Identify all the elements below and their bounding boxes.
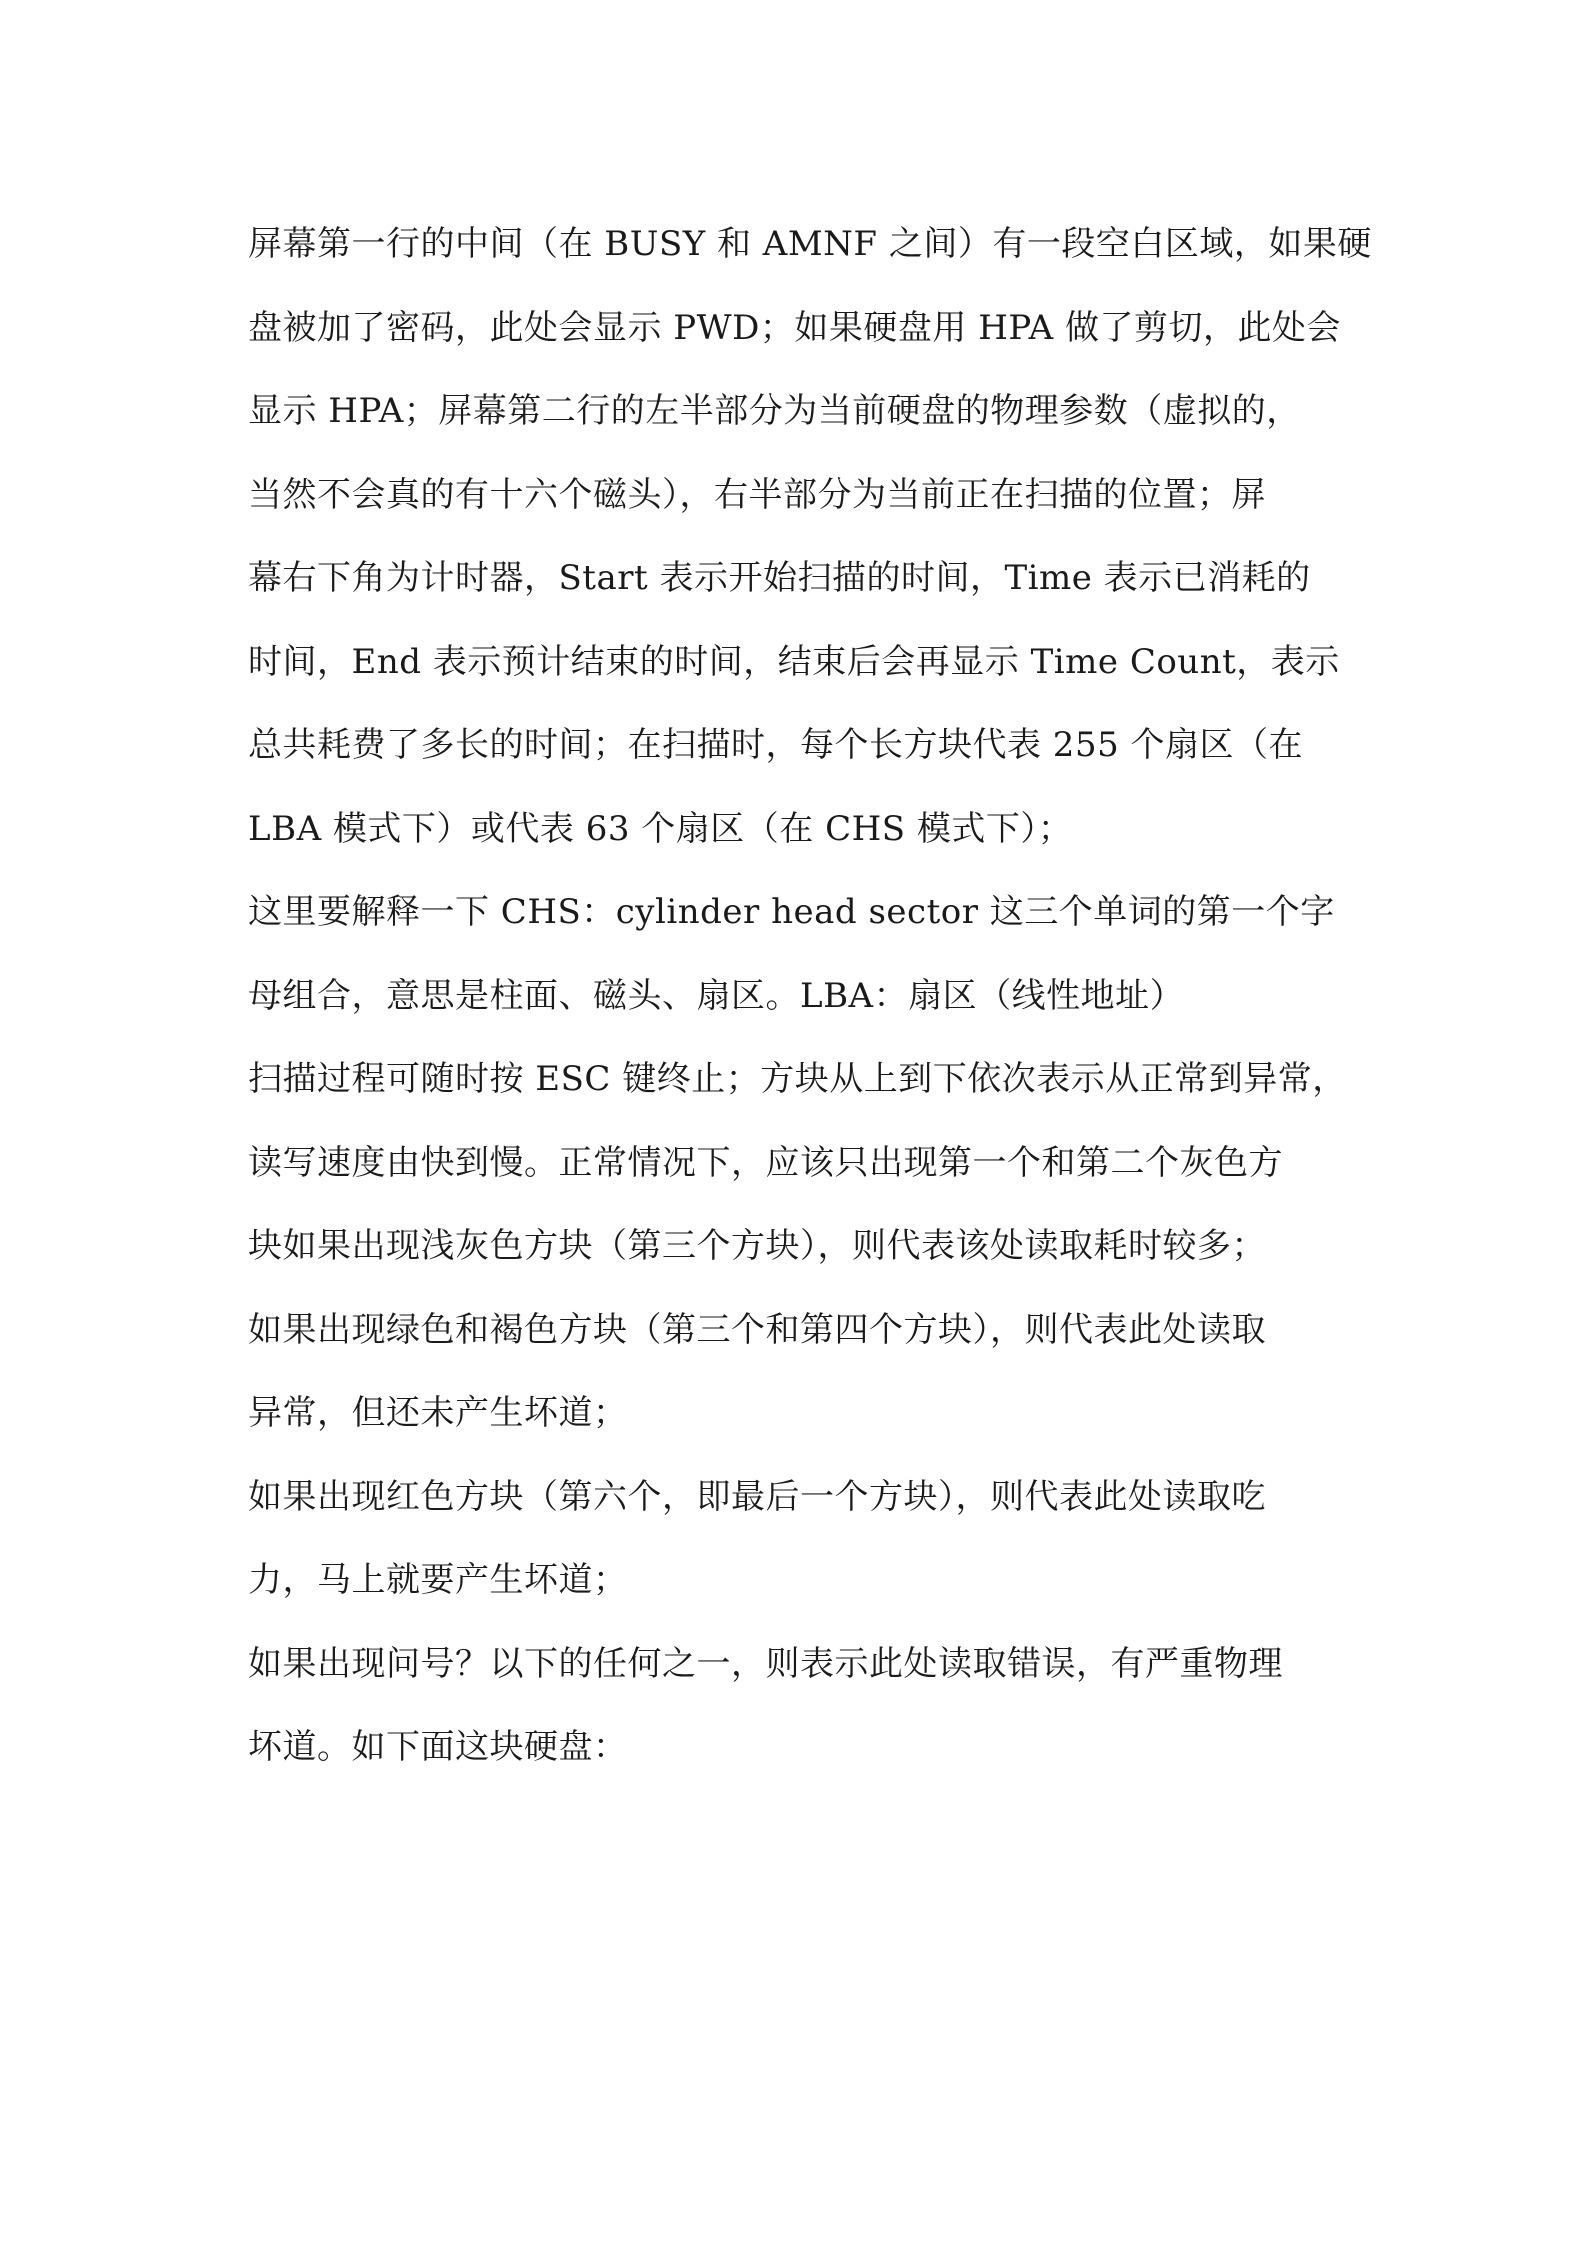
text-line: 显示 HPA；屏幕第二行的左半部分为当前硬盘的物理参数（虚拟的， — [248, 391, 1301, 431]
text-line: 盘被加了密码，此处会显示 PWD；如果硬盘用 HPA 做了剪切，此处会 — [248, 307, 1341, 348]
text-line: 屏幕第一行的中间（在 BUSY 和 AMNF 之间）有一段空白区域，如果硬 — [248, 224, 1372, 264]
text-line: 读写速度由快到慢。正常情况下，应该只出现第一个和第二个灰色方 — [248, 1142, 1283, 1183]
text-line: 如果出现红色方块（第六个，即最后一个方块），则代表此处读取吃 — [248, 1476, 1266, 1517]
text-line: 如果出现问号？以下的任何之一，则表示此处读取错误，有严重物理 — [248, 1643, 1283, 1684]
text-line: 块如果出现浅灰色方块（第三个方块），则代表该处读取耗时较多； — [248, 1226, 1266, 1266]
text-line: 幕右下角为计时器，Start 表示开始扫描的时间，Time 表示已消耗的 — [248, 558, 1311, 598]
text-line: LBA 模式下）或代表 63 个扇区（在 CHS 模式下）； — [248, 808, 1073, 849]
body-text — [248, 214, 1372, 1801]
text-line: 时间，End 表示预计结束的时间，结束后会再显示 Time Count，表示 — [248, 641, 1340, 682]
text-line: 坏道。如下面这块硬盘： — [248, 1727, 628, 1767]
text-line: 母组合，意思是柱面、磁头、扇区。LBA：扇区（线性地址） — [248, 975, 1185, 1016]
text-line: 力，马上就要产生坏道； — [248, 1560, 628, 1600]
text-line: 这里要解释一下 CHS：cylinder head sector 这三个单词的第一个字 — [248, 892, 1335, 932]
text-line: 总共耗费了多长的时间；在扫描时，每个长方块代表 255 个扇区（在 — [248, 725, 1304, 765]
text-line: 如果出现绿色和褐色方块（第三个和第四个方块），则代表此处读取 — [248, 1309, 1266, 1350]
text-line: 异常，但还未产生坏道； — [248, 1393, 628, 1433]
text-line: 扫描过程可随时按 ESC 键终止；方块从上到下依次表示从正常到异常， — [248, 1059, 1347, 1099]
text-line: 当然不会真的有十六个磁头），右半部分为当前正在扫描的位置；屏 — [248, 474, 1266, 515]
